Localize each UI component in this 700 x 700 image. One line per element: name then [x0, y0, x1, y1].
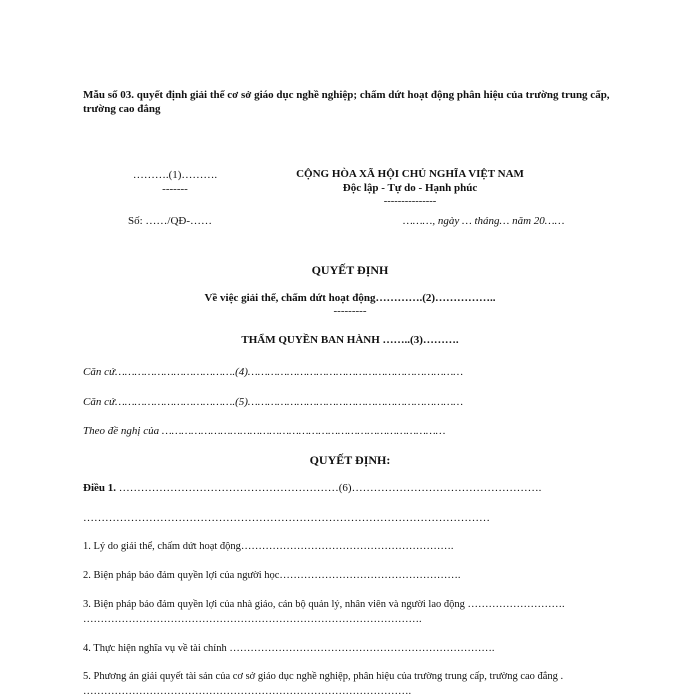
- list-item-asset-plan: 5. Phương án giải quyết tài sản của cơ sở giáo dục nghề nghiệp, phân hiệu của trường trung cấp, trường cao đẳng .: [83, 671, 564, 682]
- decision-subject: Về việc giải thể, chấm dứt hoạt động………….(2)……………..: [204, 292, 496, 304]
- list-item-asset-plan-continuation: ………………………………………………………………………………….: [83, 686, 412, 697]
- legal-basis-1: Căn cứ……………………………….(4)…………………………………………………………: [83, 366, 464, 378]
- national-motto: Độc lập - Tự do - Hạnh phúc: [342, 182, 478, 194]
- form-title: Mẫu số 03. quyết định giải thể cơ sở giáo dục nghề nghiệp; chấm dứt hoạt động phân hiệu của trường trung cấp, trường cao đẳng: [83, 89, 610, 115]
- issuing-agency-block: [110, 168, 240, 196]
- list-item-reason: 1. Lý do giải thể, chấm dứt hoạt động…………………………………………………….: [83, 541, 454, 552]
- article-1-label: Điều 1.: [83, 482, 116, 494]
- list-item-learner-rights: 2. Biện pháp bảo đảm quyền lợi của người học…………………………………………….: [83, 570, 461, 581]
- issuing-agency-rule: -------: [162, 183, 188, 195]
- issuing-agency-placeholder: ……….(1)……….: [132, 169, 218, 181]
- legal-basis-2: Căn cứ……………………………….(5)…………………………………………………………: [83, 396, 464, 408]
- subject-rule: ---------: [333, 305, 367, 317]
- article-1-text: ……………………………………………………(6)…………………………………………….: [116, 482, 542, 494]
- document-date: ………, ngày … tháng… năm 20……: [403, 215, 565, 227]
- decision-heading-2: QUYẾT ĐỊNH:: [309, 453, 391, 467]
- list-item-financial-obligations: 4. Thực hiện nghĩa vụ về tài chính ………………………………………………………………….: [83, 643, 495, 654]
- motto-rule: ---------------: [383, 196, 437, 207]
- list-item-staff-rights: 3. Biện pháp bảo đảm quyền lợi của nhà giáo, cán bộ quản lý, nhân viên và người lao động ……………………….: [83, 599, 565, 610]
- decision-heading: QUYẾT ĐỊNH: [311, 263, 389, 277]
- national-header-block: [290, 167, 530, 209]
- national-title: CỘNG HÒA XÃ HỘI CHỦ NGHĨA VIỆT NAM: [296, 168, 524, 180]
- list-item-staff-rights-continuation: …………………………………………………………………………………….: [83, 614, 422, 625]
- proposal-basis: Theo đề nghị của ……………………………………………………………………………: [83, 425, 446, 437]
- document-number: Số: ……/QĐ-……: [128, 215, 213, 227]
- article-1-continuation: …………………………………………………………………………………………………: [83, 512, 490, 524]
- article-1: [83, 482, 541, 494]
- issuing-authority: THẨM QUYỀN BAN HÀNH ……..(3)……….: [241, 334, 459, 346]
